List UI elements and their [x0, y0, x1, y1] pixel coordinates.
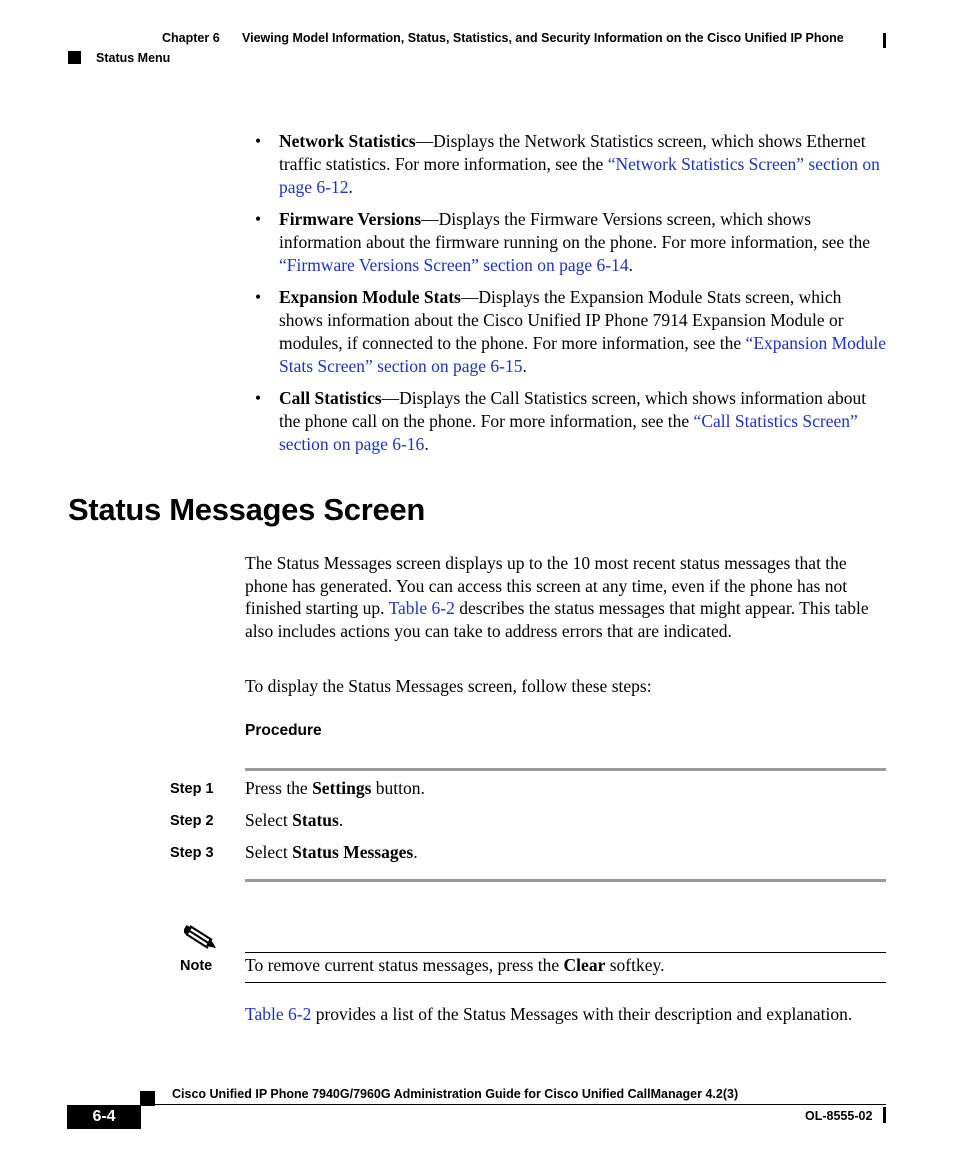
header-chapter-title: Viewing Model Information, Status, Statistics, and Security Information on the Cisco Unified IP Phone: [242, 31, 844, 45]
header-section: Status Menu: [96, 51, 171, 65]
bullet-term: Expansion Module Stats: [279, 287, 461, 307]
bullet-end: .: [348, 177, 353, 197]
footer-page-number: 6-4: [67, 1105, 141, 1129]
bullet-icon: •: [255, 209, 262, 229]
step-label: Step 1: [170, 781, 214, 797]
list-item-network-statistics: [255, 130, 887, 199]
header-chapter: Chapter 6: [162, 31, 220, 45]
procedure-top-rule: [245, 768, 886, 771]
closing-text: provides a list of the Status Messages with their description and explanation.: [311, 1004, 853, 1024]
bullet-term: Call Statistics: [279, 388, 382, 408]
step-ui-element: Status Messages: [292, 842, 414, 862]
cross-reference-link[interactable]: “Expansion Module Stats Screen” section on page 6-15: [279, 333, 887, 376]
display-intro: To display the Status Messages screen, follow these steps:: [245, 676, 652, 696]
step-label: Step 2: [170, 813, 214, 829]
section-heading: Status Messages Screen: [68, 492, 425, 527]
list-item-call-statistics: [255, 387, 887, 456]
table-reference-link[interactable]: Table 6-2: [245, 1004, 312, 1024]
bullet-icon: •: [255, 388, 262, 408]
step-ui-element: Settings: [312, 778, 372, 798]
bullet-end: .: [628, 255, 633, 275]
header-square-marker: [68, 51, 81, 64]
note-softkey: Clear: [563, 955, 606, 975]
intro-text-before: The Status Messages screen displays up to the 10 most recent status messages that the phone has generated. You can access this screen at any time, even if the phone has not finished starting up.: [245, 553, 848, 619]
cross-reference-link[interactable]: “Call Statistics Screen” section on page 6-16: [279, 411, 858, 454]
pencil-note-icon: [184, 924, 218, 952]
bullet-text: —Displays the Firmware Versions screen, which shows information about the firmware running on the phone. For more information, see the: [279, 209, 870, 252]
procedure-label: Procedure: [245, 722, 322, 739]
bullet-icon: •: [255, 287, 262, 307]
step-label: Step 3: [170, 845, 214, 861]
footer-doc-id: OL-8555-02: [805, 1109, 873, 1123]
step-text: [245, 810, 343, 831]
footer-rule: [141, 1104, 886, 1105]
bullet-text: —Displays the Call Statistics screen, which shows information about the phone call on the phone. For more information, see the: [279, 388, 867, 431]
list-item-firmware-versions: [255, 208, 887, 277]
header-bar: [883, 33, 886, 48]
note-text-after: softkey.: [605, 955, 665, 975]
note-text-before: To remove current status messages, press the: [245, 955, 564, 975]
intro-paragraph: [245, 552, 887, 642]
step-text-after: .: [413, 842, 418, 862]
bullet-icon: •: [255, 131, 262, 151]
cross-reference-link[interactable]: “Network Statistics Screen” section on page 6-12: [279, 154, 880, 197]
step-text: [245, 842, 418, 863]
step-text-after: button.: [371, 778, 425, 798]
step-text-after: .: [338, 810, 344, 830]
footer-bar: [883, 1107, 886, 1123]
bullet-term: Network Statistics: [279, 131, 416, 151]
step-ui-element: Status: [292, 810, 339, 830]
note-text: [245, 955, 664, 976]
bullet-term: Firmware Versions: [279, 209, 422, 229]
cross-reference-link[interactable]: “Firmware Versions Screen” section on page 6-14: [279, 255, 629, 275]
menu-item-list: [255, 130, 887, 465]
procedure-bottom-rule: [245, 879, 886, 882]
step-text-before: Select: [245, 842, 293, 862]
bullet-end: .: [424, 434, 429, 454]
step-text: [245, 778, 425, 799]
step-text-before: Press the: [245, 778, 313, 798]
intro-text-after: describes the status messages that might appear. This table also includes actions you can take to address errors that are indicated.: [245, 598, 869, 641]
bullet-text: —Displays the Expansion Module Stats screen, which shows information about the Cisco Unified IP Phone 7914 Expansion Module or modules, if connected to the phone. For more information, see the: [279, 287, 844, 353]
bullet-text: —Displays the Network Statistics screen, which shows Ethernet traffic statistics. For more information, see the: [279, 131, 866, 174]
bullet-end: .: [522, 356, 527, 376]
note-label: Note: [180, 958, 213, 974]
footer-guide-title: Cisco Unified IP Phone 7940G/7960G Administration Guide for Cisco Unified CallManager 4.2(3): [172, 1087, 739, 1101]
note-top-rule: [245, 952, 886, 953]
note-bottom-rule: [245, 982, 886, 983]
step-text-before: Select: [245, 810, 293, 830]
table-reference-link[interactable]: Table 6-2: [388, 598, 455, 619]
list-item-expansion-module-stats: [255, 286, 887, 378]
closing-paragraph: [245, 1003, 887, 1026]
